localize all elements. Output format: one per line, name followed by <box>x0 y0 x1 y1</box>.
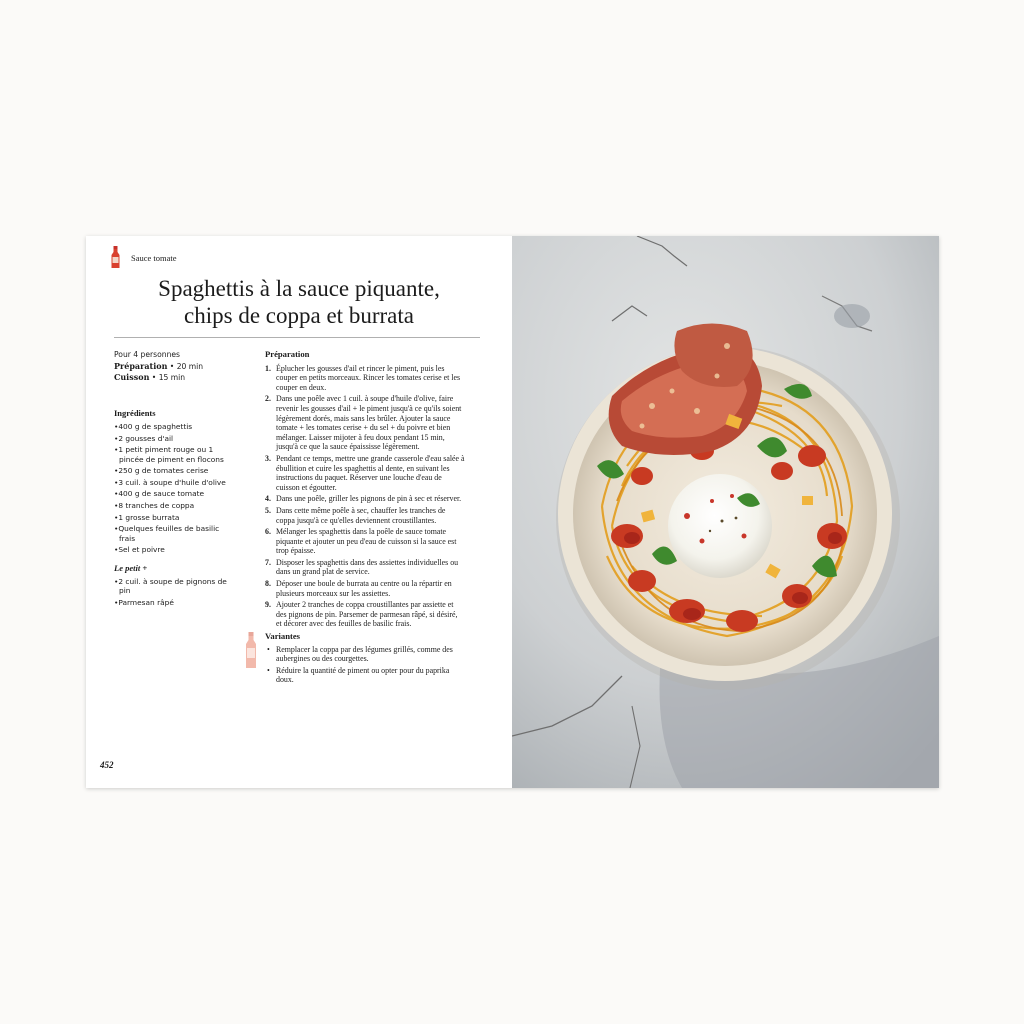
step-text: Pendant ce temps, mettre une grande casserole d'eau salée à ébullition et cuire les spaghettis al dente, en suivant les instructions du paquet. Réserver une louche d'eau de cuisson et égoutter. <box>276 453 465 492</box>
step-number: 1. <box>265 363 271 373</box>
steps-list <box>265 364 465 629</box>
open-book-spread <box>86 236 939 788</box>
variants-heading: Variantes <box>265 631 301 642</box>
step-text: Mélanger les spaghettis dans la poêle de sauce tomate piquante et ajouter un peu d'eau de cuisson si la sauce est trop épaisse. <box>276 527 457 556</box>
servings: Pour 4 personnes <box>114 350 181 359</box>
step-number: 8. <box>265 579 271 589</box>
step-item <box>265 394 465 452</box>
title-divider <box>114 337 480 338</box>
ingredients-column <box>114 350 234 610</box>
extra-item: • 2 cuil. à soupe de pignons de pin <box>114 577 234 596</box>
ingredient-item: • 250 g de tomates cerise <box>114 466 234 475</box>
page-number: 452 <box>100 760 114 770</box>
ingredients-heading: Ingrédients <box>114 407 156 418</box>
step-text: Éplucher les gousses d'ail et rincer le piment, puis les couper en petits morceaux. Rincer les tomates cerise et les couper en deux. <box>276 363 461 392</box>
step-text: Dans une poêle, griller les pignons de pin à sec et réserver. <box>276 494 462 504</box>
recipe-meta <box>114 350 234 384</box>
extras-list <box>114 577 234 607</box>
step-text: Dans cette même poêle à sec, chauffer les tranches de coppa jusqu'à ce qu'elles deviennent croustillantes. <box>276 505 446 525</box>
step-item <box>265 506 465 525</box>
prep-value: • 20 min <box>167 361 204 371</box>
step-number: 5. <box>265 505 271 515</box>
extra-item: • Parmesan râpé <box>114 598 234 607</box>
ingredient-item: • 1 petit piment rouge ou 1 pincée de piment en flocons <box>114 445 234 464</box>
sauce-bottle-icon <box>245 632 257 668</box>
step-number: 9. <box>265 600 271 610</box>
ingredient-item: • 400 g de spaghettis <box>114 422 234 431</box>
spaghetti-bowl-photo <box>512 236 939 788</box>
cook-time <box>114 372 234 384</box>
step-number: 3. <box>265 453 271 463</box>
preparation-heading: Préparation <box>265 349 310 359</box>
section-label: Sauce tomate <box>131 253 177 263</box>
step-text: Déposer une boule de burrata au centre ou la répartir en plusieurs morceaux sur les assiettes. <box>276 579 452 598</box>
cook-label: Cuisson <box>114 372 150 382</box>
ingredients-list <box>114 422 234 555</box>
step-item <box>265 558 465 577</box>
recipe-page <box>86 236 512 788</box>
step-item <box>265 600 465 629</box>
recipe-title <box>86 275 512 329</box>
step-item <box>265 364 465 393</box>
variants-section <box>265 632 465 685</box>
ingredient-item: • 1 grosse burrata <box>114 513 234 522</box>
food-photo <box>512 236 939 788</box>
ingredient-item: • 3 cuil. à soupe d'huile d'olive <box>114 478 234 487</box>
variants-list <box>265 645 465 685</box>
ingredient-item: • Sel et poivre <box>114 545 234 554</box>
ingredient-item: • 400 g de sauce tomate <box>114 489 234 498</box>
variant-item: • Remplacer la coppa par des légumes grillés, comme des aubergines ou des courgettes. <box>265 645 465 664</box>
step-text: Dans une poêle avec 1 cuil. à soupe d'huile d'olive, faire revenir les gousses d'ail + le piment jusqu'à ce qu'ils soient légèrement dorés, mais sans les brûler. Ajouter la sauce tomate + les tomates cerise + du sel + du poivre et bien mélanger. Laisser mijoter à feu doux pendant 15 min, jusqu'à ce que la sauce épaississe légèrement. <box>276 394 462 452</box>
step-number: 6. <box>265 527 271 537</box>
step-item <box>265 527 465 556</box>
cook-value: • 15 min <box>149 373 186 382</box>
step-text: Disposer les spaghettis dans des assiettes individuelles ou dans un grand plat de service. <box>276 557 459 577</box>
ingredient-item: • 8 tranches de coppa <box>114 501 234 510</box>
ingredient-item: • Quelques feuilles de basilic frais <box>114 524 234 543</box>
preparation-column <box>265 350 465 687</box>
step-text: Ajouter 2 tranches de coppa croustillantes par assiette et des pignons de pin. Parsemer de parmesan râpé, si désiré, et décorer avec des feuilles de basilic frais. <box>276 600 458 629</box>
tomato-sauce-bottle-icon <box>111 246 120 268</box>
recipe-title-line1: Spaghettis à la sauce piquante, <box>158 276 440 301</box>
extras-heading: Le petit + <box>114 562 148 573</box>
variant-item: • Réduire la quantité de piment ou opter pour du paprika doux. <box>265 666 465 685</box>
prep-label: Préparation <box>114 360 168 371</box>
step-item <box>265 494 465 504</box>
ingredient-item: • 2 gousses d'ail <box>114 434 234 443</box>
step-item <box>265 454 465 492</box>
prep-time <box>114 361 234 373</box>
step-number: 7. <box>265 557 271 567</box>
step-number: 2. <box>265 394 271 404</box>
step-item <box>265 579 465 598</box>
step-number: 4. <box>265 494 271 504</box>
recipe-title-line2: chips de coppa et burrata <box>184 303 414 328</box>
